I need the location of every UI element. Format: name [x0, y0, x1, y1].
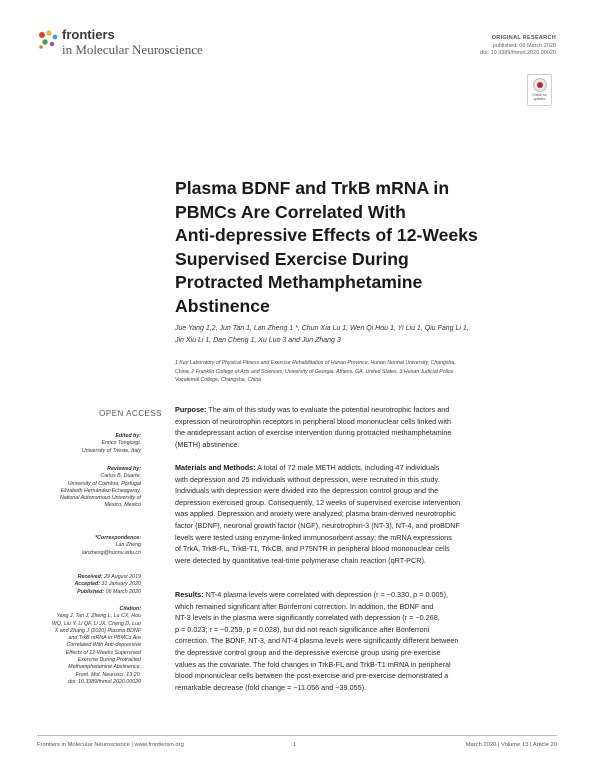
frontiers-logo-icon: [36, 28, 60, 52]
dates: Received: 29 August 2019 Accepted: 31 January 2020 Published: 06 March 2020: [74, 574, 141, 595]
correspondence-email[interactable]: lanzheng@hunnu.edu.cn: [82, 549, 141, 556]
crossmark-icon: [533, 78, 547, 92]
abstract-purpose: Purpose: The aim of this study was to evaluate the potential neurotrophic factors and expression of neurotrophin receptors in peripheral blood mononuclear cells linked with the antidepressant action of exercise intervention during protracted methamphetamine (METH) abstinence.: [175, 405, 452, 449]
published-date: published: 06 March 2020: [492, 42, 556, 49]
correspondence: *Correspondence: Lan Zheng lanzheng@hunnu.edu.cn: [82, 535, 141, 556]
footer-issue: March 2020 | Volume 13 | Article 20: [465, 742, 557, 748]
author-list: Jue Yang 1,2, Jun Tan 1, Lan Zheng 1 *, Chun Xia Lu 1, Wen Qi Hou 1, Yi Liu 1, Qiu Fang Li 1, Jin Xiu Li 1, Dan Cheng 1, Xu Luo 3 and Jun Zhang 3: [175, 325, 469, 344]
journal-brand: frontiers: [62, 27, 115, 42]
footer-journal[interactable]: Frontiers in Molecular Neuroscience | www.frontiersin.org: [37, 742, 184, 748]
abstract-methods: Materials and Methods: A total of 72 male METH addicts, including 47 individuals with depression and 25 individuals without depression, were recruited in this study. Individuals with depression were divided into the depression control group and the depression exercised group. Consequently, 12 weeks of supervised exercise intervention was applied. Depression and anxiety were analyzed; plasma brain-derived neurotrophic factor (BDNF), neuronal growth factor (NGF), neurotrophin-3 (NT-3), NT-4, and proBDNF levels were tested using enzyme-linked immunosorbent assay; the mRNA expressions of TrkA, TrkB-FL, TrkB-T1, TrkCB, and P75NTR in peripheral blood mononuclear cells were detected by quantitative real-time polymerase chain reaction (qRT-PCR).: [175, 463, 461, 565]
doi-link[interactable]: doi: 10.3389/fnmol.2020.00020: [480, 50, 556, 56]
edited-by: Edited by: Enrico Tongiorgi, University of Trieste, Italy: [81, 433, 141, 454]
article-type: ORIGINAL RESEARCH: [491, 35, 556, 41]
open-access-label: OPEN ACCESS: [99, 409, 162, 418]
abstract-results: Results: NT-4 plasma levels were correlated with depression (r = −0.330, p = 0.005), which remained significant after Bonferroni correction. In addition, the BDNF and NT-3 levels in the plasma were significantly correlated with depression (r = −0.268, p = 0.023; r = −0.259, p = 0.028), but did not reach significance after Bonferroni correction. The BDNF, NT-3, and NT-4 plasma levels were significantly different between the depressive control group and the depressive exercise group using pre-exercise values as the covariate. The fold changes in TrkB-FL and TrkB-T1 mRNA in peripheral blood mononuclear cells between the post-exercise and pre-exercise demonstrated a remarkable decrease (fold change = −11.056 and −39.055).: [175, 590, 459, 692]
affiliations: 1 Key Laboratory of Physical Fitness and Exercise Rehabilitation of Hunan Province, Hunan Normal University, Changsha, China, 2 Franklin College of Arts and Sciences, University of Georgia, Athens, GA, United States, 3 Hunan Judicial Police Vocational College, Changsha, China: [175, 360, 456, 384]
page-number: 1: [293, 742, 297, 748]
article-title: Plasma BDNF and TrkB mRNA in PBMCs Are Correlated With Anti-depressive Effects of 12-Weeks Supervised Exercise During Protracted Methamphetamine Abstinence: [175, 178, 478, 316]
check-updates-badge[interactable]: Check for updates: [527, 74, 552, 106]
journal-subtitle: in Molecular Neuroscience: [62, 42, 203, 57]
citation-doi[interactable]: doi: 10.3389/fnmol.2020.00020: [67, 678, 141, 685]
article-meta: [480, 35, 556, 58]
citation: Citation: Yang J, Tan J, Zheng L, Lu CX, Hou WQ, Liu Y, Li QF, Li JX, Cheng D, Luo X and Zhang J (2020) Plasma BDNF and TrkB mRNA in PBMCs Are Correlated With Anti-depressive Effects of 12-Weeks Supervised Exercise During Protracted Methamphetamine Abstinence. Front. Mol. Neurosci. 13:20. doi: 10.3389/fnmol.2020.00020: [51, 606, 141, 685]
reviewed-by: Reviewed by: Carlos B. Duarte, University of Coimbra, Portugal Elizabeth Hernández-Echeagaray, National Autonomous University of Mexico, Mexico: [59, 466, 141, 509]
footer-divider: [37, 735, 557, 736]
